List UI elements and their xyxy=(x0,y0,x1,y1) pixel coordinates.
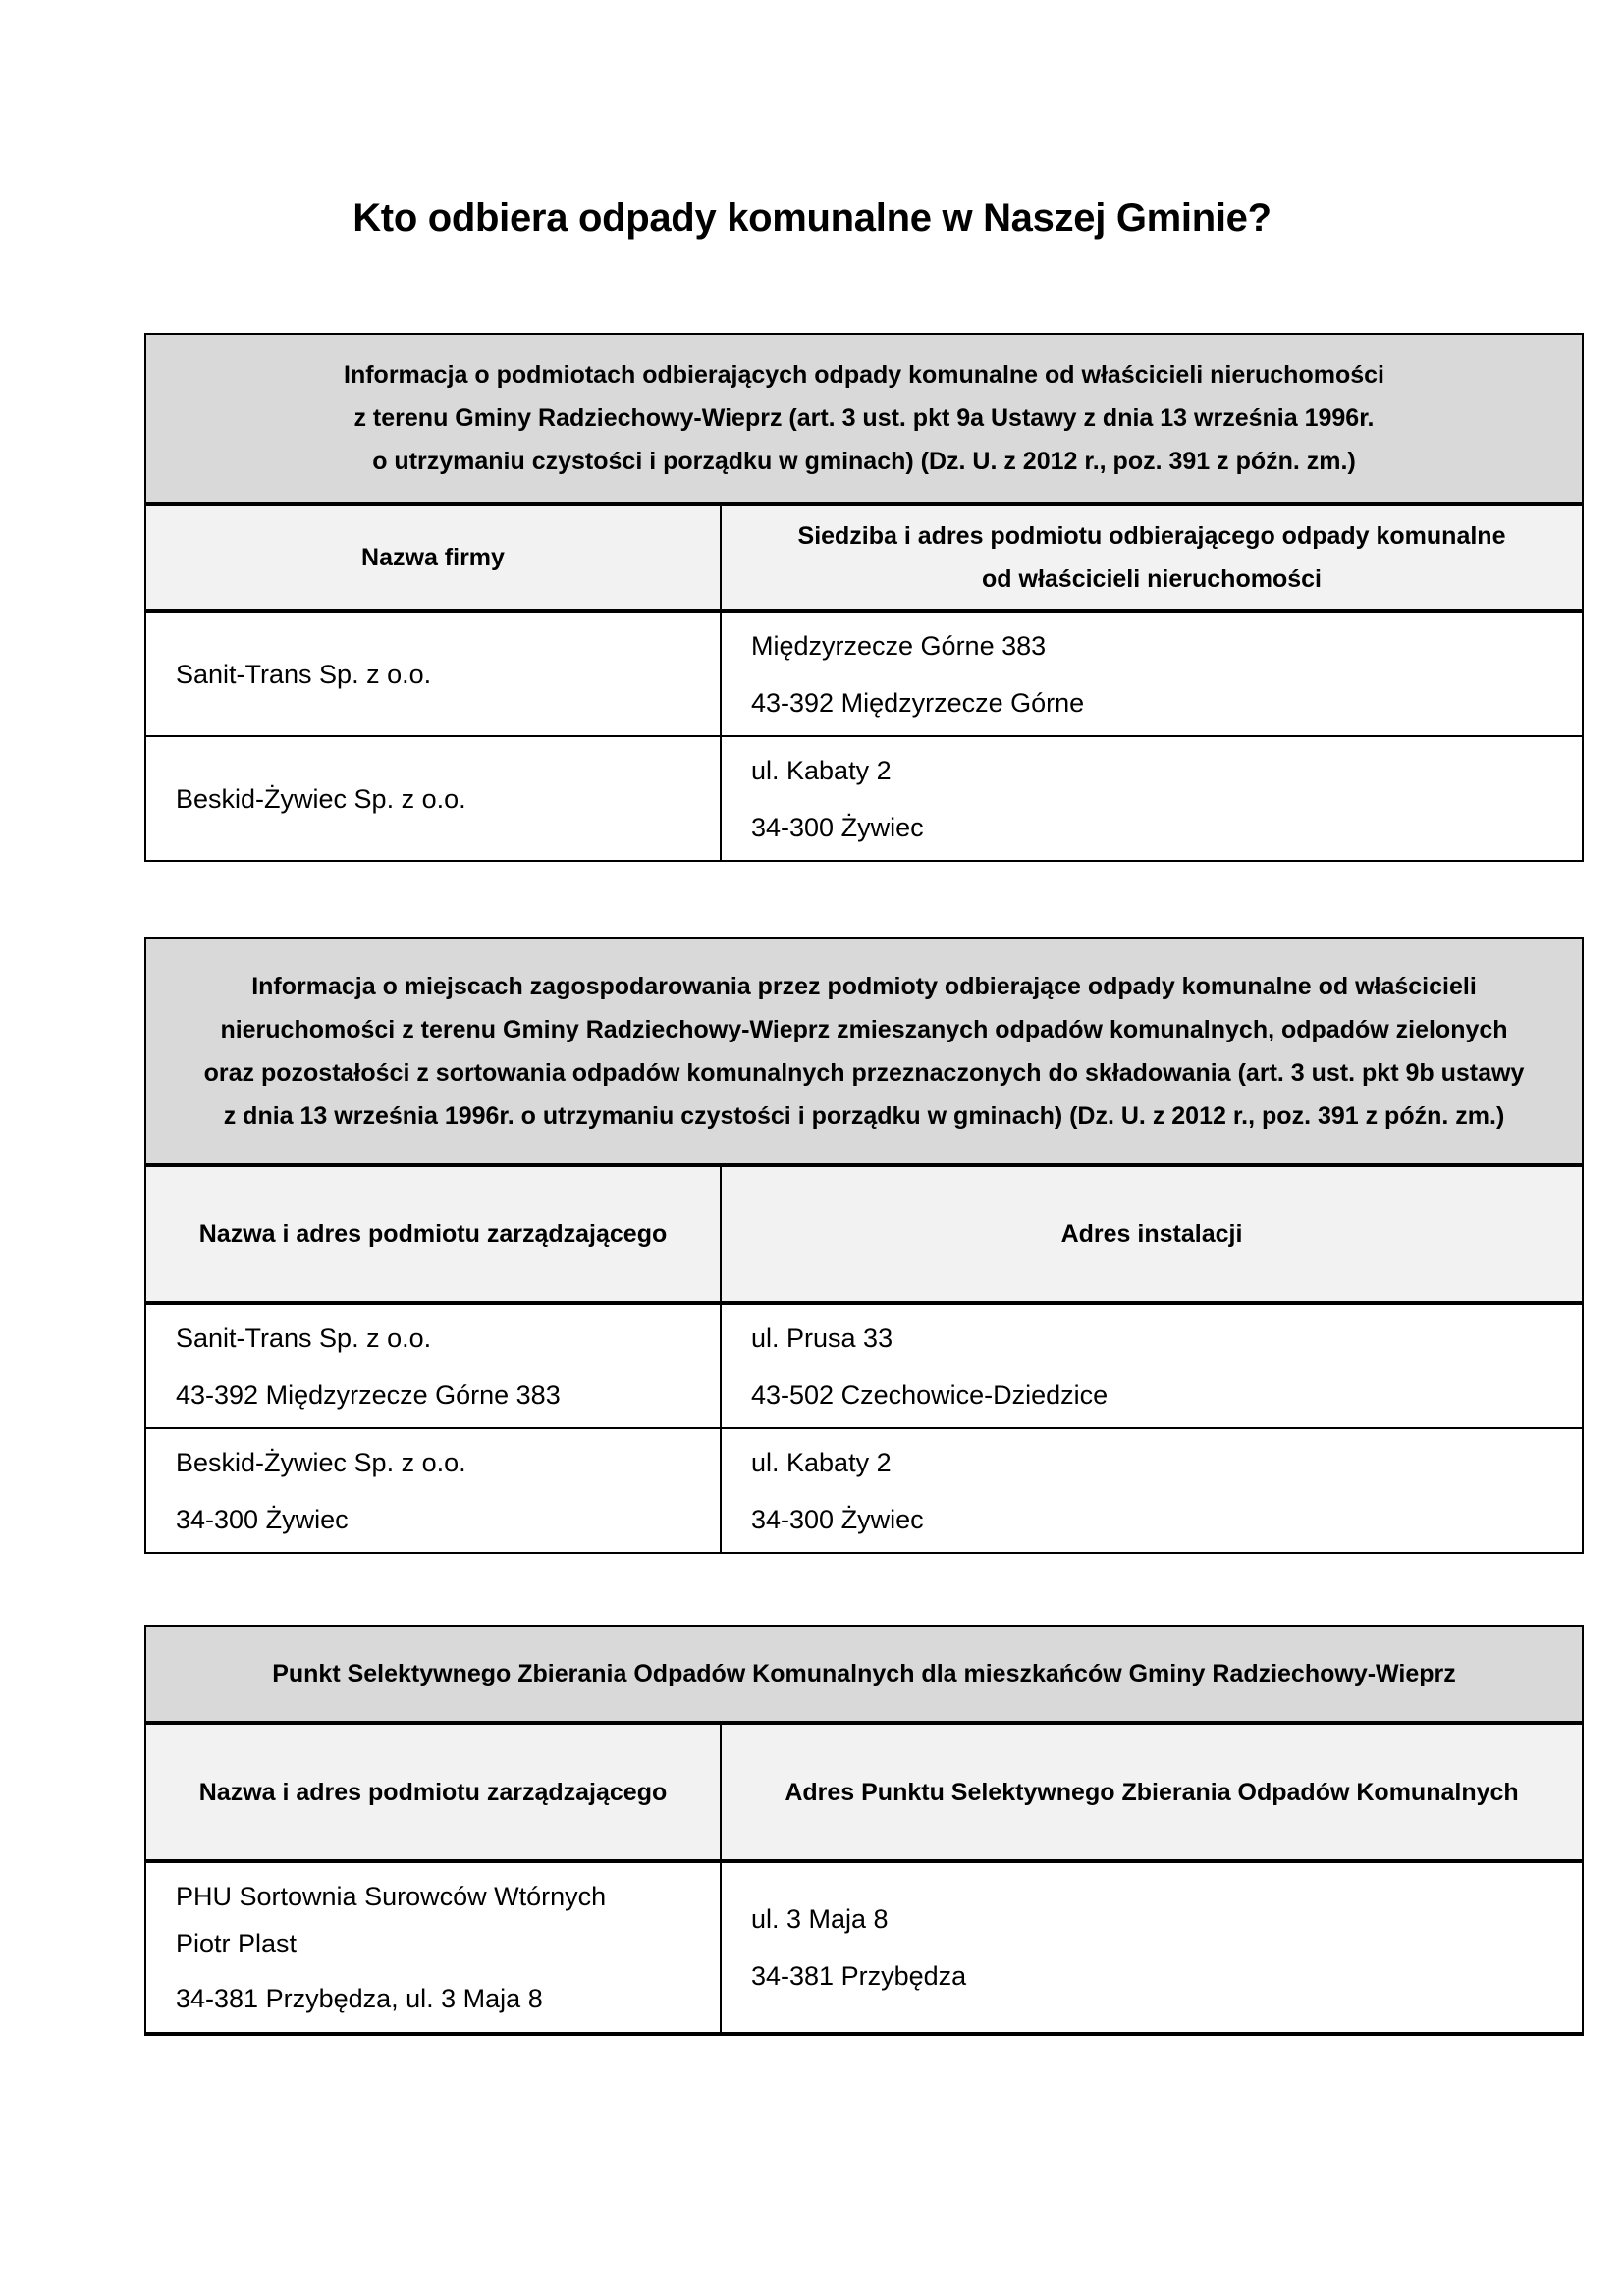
installations-table xyxy=(144,937,1584,1554)
address-cell xyxy=(721,736,1583,861)
address-line: ul. 3 Maja 8 xyxy=(751,1904,889,1934)
address-line: ul. Kabaty 2 xyxy=(751,755,892,785)
column-header-row xyxy=(145,1723,1583,1861)
address-cell xyxy=(721,611,1583,736)
company-address: 34-381 Przybędza, ul. 3 Maja 8 xyxy=(176,1984,543,2013)
column-header-label: Siedziba i adres podmiotu odbierającego odpady komunalne xyxy=(797,521,1506,550)
company-name-cell xyxy=(145,1861,721,2034)
address-line: Międzyrzecze Górne 383 xyxy=(751,630,1047,661)
company-name-cell xyxy=(145,611,721,736)
column-header-address xyxy=(721,1165,1583,1303)
band-line: Informacja o podmiotach odbierających odpady komunalne od właścicieli nieruchomości xyxy=(344,361,1384,389)
page-title: Kto odbiera odpady komunalne w Naszej Gminie? xyxy=(352,196,1272,240)
band-line: nieruchomości z terenu Gminy Radziechowy-Wieprz zmieszanych odpadów komunalnych, odpadów zielonych xyxy=(220,1016,1508,1043)
address-line: ul. Kabaty 2 xyxy=(751,1447,892,1477)
table-band-row xyxy=(145,938,1583,1165)
table-row xyxy=(145,611,1583,736)
company-name-cell xyxy=(145,1428,721,1553)
table-band xyxy=(145,938,1583,1165)
band-line: Punkt Selektywnego Zbierania Odpadów Komunalnych dla mieszkańców Gminy Radziechowy-Wieprz xyxy=(272,1660,1456,1687)
band-line: o utrzymaniu czystości i porządku w gminach) (Dz. U. z 2012 r., poz. 391 z późn. zm.) xyxy=(372,448,1356,475)
column-header-label: Nazwa firmy xyxy=(361,543,505,571)
band-line: z terenu Gminy Radziechowy-Wieprz (art. 3 ust. pkt 9a Ustawy z dnia 13 września 1996r. xyxy=(353,404,1375,432)
table-band xyxy=(145,1626,1583,1723)
address-cell xyxy=(721,1861,1583,2034)
column-header-name xyxy=(145,504,721,611)
table-band-row xyxy=(145,334,1583,504)
company-name: PHU Sortownia Surowców Wtórnych xyxy=(176,1882,607,1911)
company-address: 34-300 Żywiec xyxy=(176,1504,349,1534)
address-line: 34-300 Żywiec xyxy=(751,1504,924,1534)
company-name-cell xyxy=(145,736,721,861)
company-name: Sanit-Trans Sp. z o.o. xyxy=(176,1322,432,1353)
column-header-name xyxy=(145,1165,721,1303)
address-line: 34-381 Przybędza xyxy=(751,1961,967,1991)
table-band-row xyxy=(145,1626,1583,1723)
address-line: 43-392 Międzyrzecze Górne xyxy=(751,687,1085,718)
column-header-label: Adres Punktu Selektywnego Zbierania Odpadów Komunalnych xyxy=(785,1778,1519,1806)
column-header-label: Nazwa i adres podmiotu zarządzającego xyxy=(198,1220,668,1248)
table-row xyxy=(145,736,1583,861)
address-line: 34-300 Żywiec xyxy=(751,812,924,842)
company-name: Sanit-Trans Sp. z o.o. xyxy=(176,659,432,689)
company-name: Beskid-Żywiec Sp. z o.o. xyxy=(176,1447,466,1477)
column-header-label: Adres instalacji xyxy=(1060,1220,1243,1248)
address-line: 43-502 Czechowice-Dziedzice xyxy=(751,1379,1109,1410)
table-row xyxy=(145,1303,1583,1428)
column-header-label: od właścicieli nieruchomości xyxy=(982,564,1322,593)
address-cell xyxy=(721,1303,1583,1428)
address-cell xyxy=(721,1428,1583,1553)
table-row xyxy=(145,1428,1583,1553)
column-header-address xyxy=(721,504,1583,611)
column-header-row xyxy=(145,504,1583,611)
band-line: oraz pozostałości z sortowania odpadów komunalnych przeznaczonych do składowania (art. 3 ust. pkt 9b ustawy xyxy=(203,1059,1525,1087)
column-header-row xyxy=(145,1165,1583,1303)
table-band xyxy=(145,334,1583,504)
table-row xyxy=(145,1861,1583,2034)
company-address: 43-392 Międzyrzecze Górne 383 xyxy=(176,1379,561,1410)
column-header-label: Nazwa i adres podmiotu zarządzającego xyxy=(198,1778,668,1806)
pszok-table xyxy=(144,1625,1584,2036)
company-name: Piotr Plast xyxy=(176,1929,298,1958)
band-line: Informacja o miejscach zagospodarowania przez podmioty odbierające odpady komunalne od właścicieli xyxy=(251,973,1477,1000)
company-name: Beskid-Żywiec Sp. z o.o. xyxy=(176,783,466,814)
band-line: z dnia 13 września 1996r. o utrzymaniu czystości i porządku w gminach) (Dz. U. z 2012 r., poz. 391 z późn. zm.) xyxy=(223,1102,1505,1130)
company-name-cell xyxy=(145,1303,721,1428)
column-header-address xyxy=(721,1723,1583,1861)
address-line: ul. Prusa 33 xyxy=(751,1322,893,1353)
collectors-table xyxy=(144,333,1584,862)
column-header-name xyxy=(145,1723,721,1861)
